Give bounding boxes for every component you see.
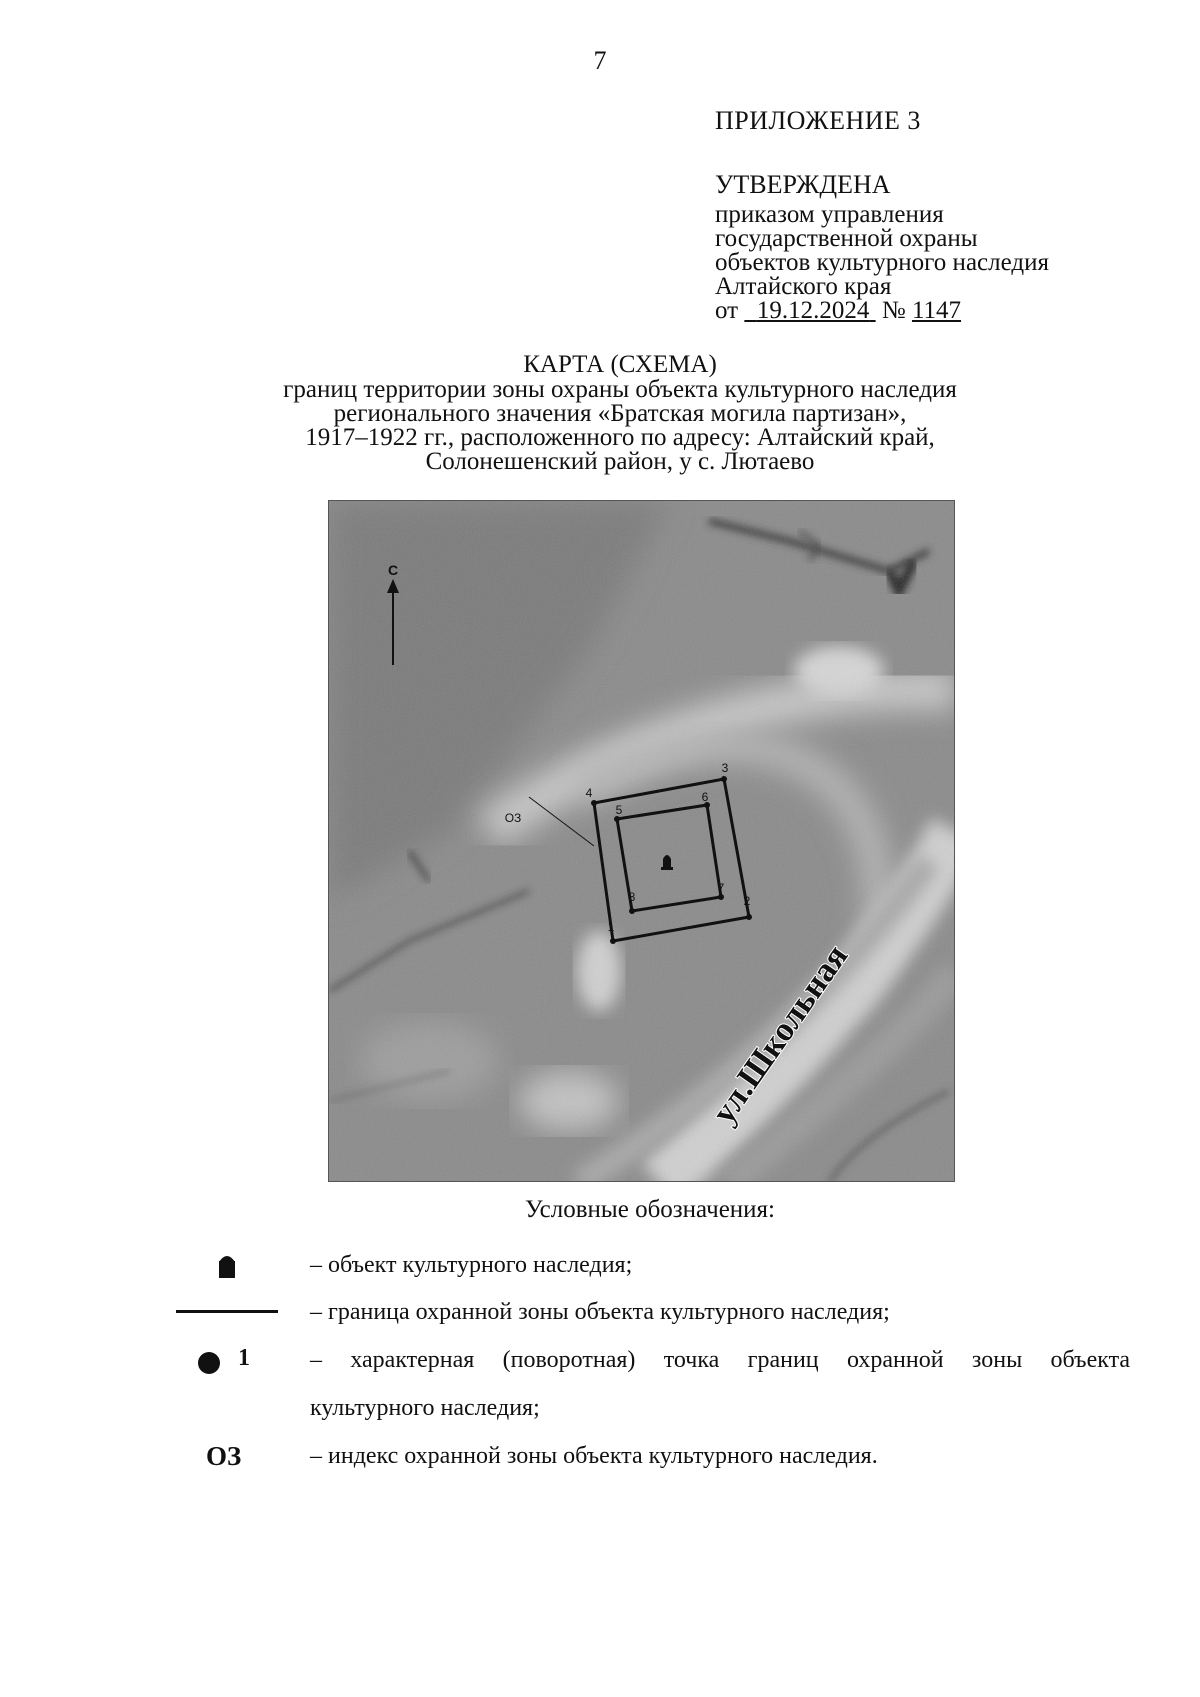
appendix-label: ПРИЛОЖЕНИЕ 3	[715, 106, 921, 135]
boundary-line-icon	[176, 1310, 278, 1313]
turning-point-icon	[198, 1352, 220, 1374]
legend-item-4-text: – индекс охранной зоны объекта культурного наследия.	[310, 1443, 878, 1469]
point-label-1: 1	[607, 920, 615, 934]
point-label-2: 2	[743, 894, 751, 908]
title-line-4: Солонешенский район, у с. Лютаево	[425, 448, 815, 475]
order-line-1: приказом управления	[715, 201, 944, 228]
legend-item-3-text: – характерная (поворотная) точка границ охранной зоны объекта	[310, 1347, 1130, 1373]
title-line-1: границ территории зоны охраны объекта культурного наследия	[283, 376, 957, 403]
point-label-6: 6	[701, 790, 709, 804]
legend-item-2-text: – граница охранной зоны объекта культурного наследия;	[310, 1299, 890, 1325]
page-number: 7	[593, 46, 607, 75]
zone-label: ОЗ	[504, 811, 522, 825]
point-label-5: 5	[615, 803, 623, 817]
approved-label: УТВЕРЖДЕНА	[715, 170, 891, 199]
point-label-3: 3	[721, 761, 729, 775]
order-date: 19.12.2024	[756, 297, 870, 324]
monument-icon	[216, 1252, 238, 1280]
point-label-7: 7	[717, 881, 725, 895]
date-prefix: от	[715, 297, 739, 324]
order-line-2: государственной охраны	[715, 225, 978, 252]
order-line-3: объектов культурного наследия	[715, 249, 1049, 276]
legend-item-3-text-cont: культурного наследия;	[310, 1395, 540, 1421]
order-number: 1147	[911, 297, 962, 324]
street-label: ул.Школьная	[705, 938, 856, 1131]
title-line-3: 1917–1922 гг., расположенного по адресу: Алтайский край,	[305, 424, 935, 451]
map-image	[328, 500, 955, 1182]
legend-title: Условные обозначения:	[524, 1196, 776, 1223]
point-label-4: 4	[585, 786, 593, 800]
order-line-4: Алтайского края	[715, 273, 892, 300]
title-main: КАРТА (СХЕМА)	[523, 351, 717, 378]
point-label-8: 8	[628, 890, 636, 904]
map-title	[200, 352, 1040, 474]
legend-item-1-symbol	[216, 1252, 238, 1280]
order-date-line	[715, 297, 962, 324]
number-prefix: №	[881, 297, 906, 324]
legend-item-3-symbol: 1	[238, 1345, 250, 1371]
legend-item-4-symbol: ОЗ	[206, 1441, 242, 1471]
north-label: С	[387, 562, 399, 578]
legend-item-1-text: – объект культурного наследия;	[310, 1252, 633, 1278]
title-line-2: регионального значения «Братская могила партизан»,	[333, 400, 907, 427]
